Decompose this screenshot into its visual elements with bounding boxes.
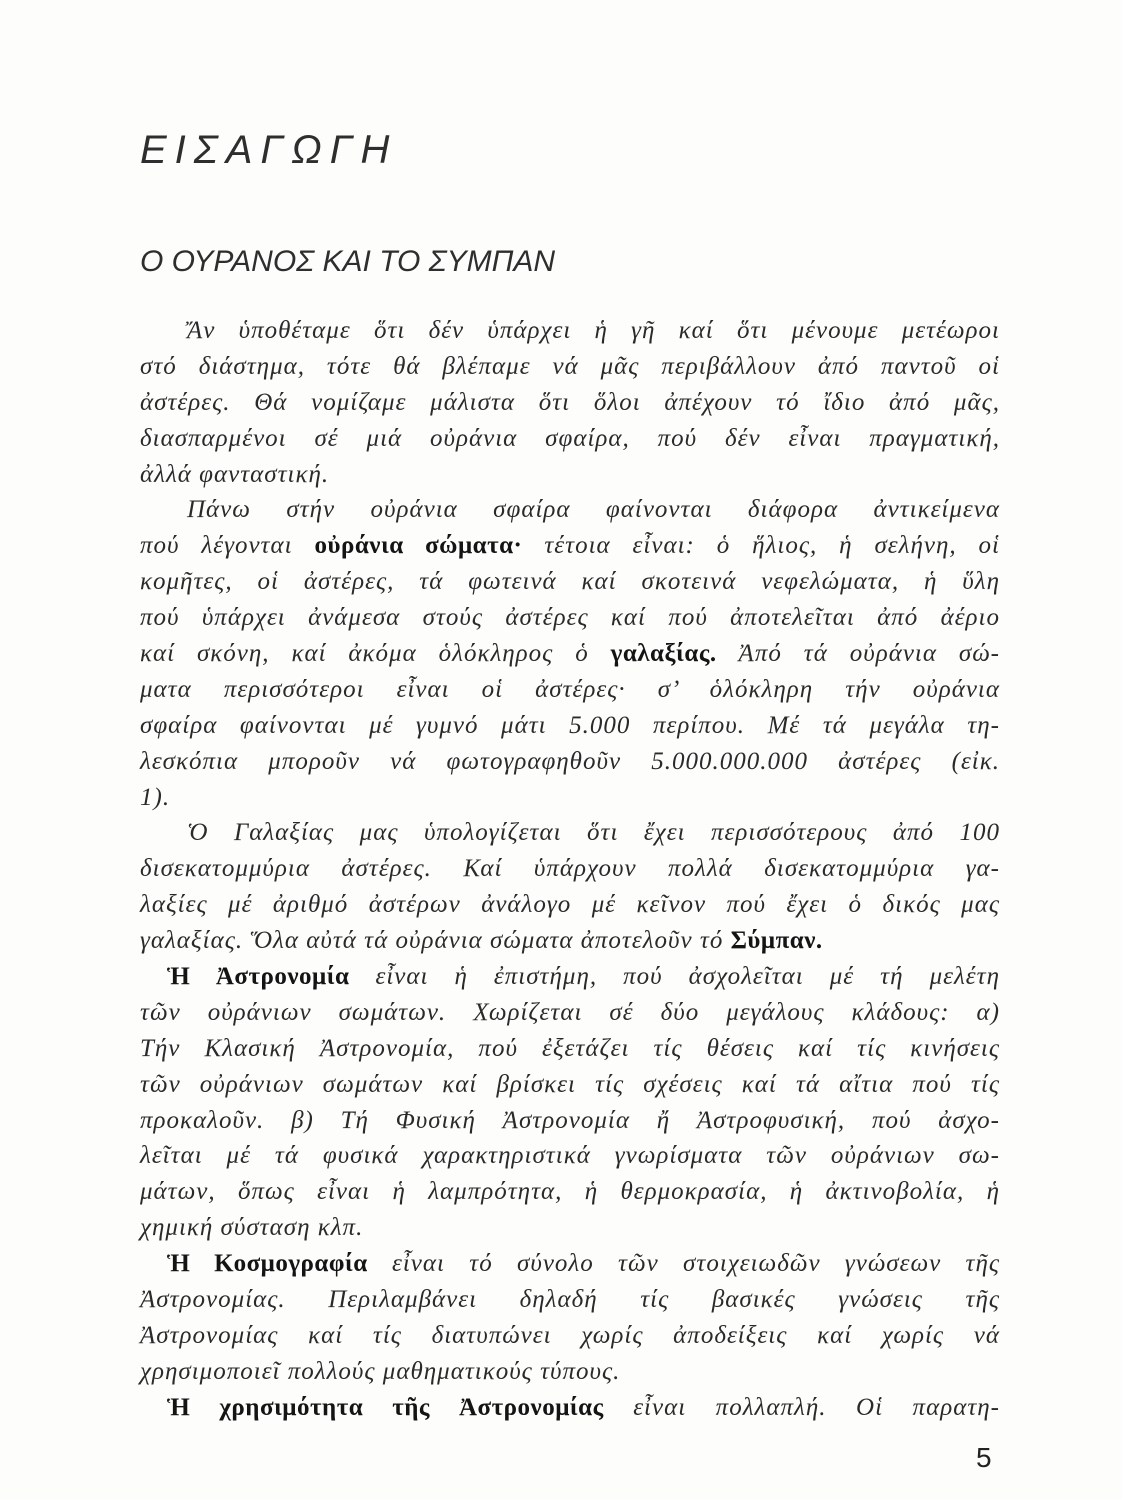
text-line: Ἀστρονομίας. Περιλαμβάνει δηλαδή τίς βασικές γνώσεις τῆς xyxy=(140,1286,1000,1314)
text-line: μάτων, ὅπως εἶναι ἡ λαμπρότητα, ἡ θερμοκρασία, ἡ ἀκτινοβολία, ἡ xyxy=(140,1178,1000,1206)
paragraph xyxy=(140,959,1000,1246)
text-line: Ὁ Γαλαξίας μας ὑπολογίζεται ὅτι ἔχει περισσότερους ἀπό 100 xyxy=(187,819,1000,847)
bold-term: οὐράνια σώματα· xyxy=(314,532,523,560)
page-title: ΕΙΣΑΓΩΓΗ xyxy=(140,128,398,172)
paragraph xyxy=(140,492,1000,815)
text-line xyxy=(140,1390,1000,1426)
text-line: κομῆτες, οἱ ἀστέρες, τά φωτεινά καί σκοτεινά νεφελώματα, ἡ ὕλη xyxy=(140,568,1000,596)
text-line: Πάνω στήν οὐράνια σφαίρα φαίνονται διάφορα ἀντικείμενα xyxy=(187,496,1000,524)
paragraph xyxy=(140,313,1000,492)
text-run: τέτοια εἶναι: ὁ ἥλιος, ἡ σελήνη, οἱ xyxy=(522,532,1000,560)
text-line xyxy=(140,636,1000,672)
text-line: προκαλοῦν. β) Τή Φυσική Ἀστρονομία ἤ Ἀστροφυσική, πού ἀσχο- xyxy=(140,1106,1000,1134)
text-line: Τήν Κλασική Ἀστρονομία, πού ἐξετάζει τίς θέσεις καί τίς κινήσεις xyxy=(140,1034,1000,1062)
section-heading: Ο ΟΥΡΑΝΟΣ ΚΑΙ ΤΟ ΣΥΜΠΑΝ xyxy=(140,245,556,278)
text-line: χημική σύσταση κλπ. xyxy=(140,1214,364,1242)
text-line: Ἀστρονομίας καί τίς διατυπώνει χωρίς ἀποδείξεις καί χωρίς νά xyxy=(140,1321,1000,1349)
text-line: 1). xyxy=(140,783,171,811)
text-line: λεῖται μέ τά φυσικά χαρακτηριστικά γνωρίσματα τῶν οὐράνιων σω- xyxy=(140,1142,1000,1170)
text-line: διασπαρμένοι σέ μιά οὐράνια σφαίρα, πού δέν εἶναι πραγματική, xyxy=(140,424,1000,452)
bold-term: Ἡ Ἀστρονομία xyxy=(167,963,350,991)
text-line: λεσκόπια μποροῦν νά φωτογραφηθοῦν 5.000.000.000 ἀστέρες (εἰκ. xyxy=(140,747,1000,775)
text-line xyxy=(140,923,1000,959)
text-line: σφαίρα φαίνονται μέ γυμνό μάτι 5.000 περίπου. Μέ τά μεγάλα τη- xyxy=(140,711,1000,739)
text-line xyxy=(140,959,1000,995)
body-text xyxy=(140,313,1000,1426)
text-line: ματα περισσότεροι εἶναι οἱ ἀστέρες· σ’ ὁλόκληρη τήν οὐράνια xyxy=(140,675,1000,703)
text-run: γαλαξίας. Ὅλα αὐτά τά οὐράνια σώματα ἀποτελοῦν τό xyxy=(140,927,731,955)
text-line: χρησιμοποιεῖ πολλούς μαθηματικούς τύπους. xyxy=(140,1357,621,1385)
paragraph xyxy=(140,1246,1000,1390)
text-line: πού ὑπάρχει ἀνάμεσα στούς ἀστέρες καί πού ἀποτελεῖται ἀπό ἀέριο xyxy=(140,604,1000,632)
paragraph xyxy=(140,1390,1000,1426)
page-number: 5 xyxy=(976,1442,992,1473)
text-line: τῶν οὐράνιων σωμάτων. Χωρίζεται σέ δύο μεγάλους κλάδους: α) xyxy=(140,998,1000,1026)
text-run: καί σκόνη, καί ἀκόμα ὁλόκληρος ὁ xyxy=(140,640,611,668)
text-line xyxy=(140,1246,1000,1282)
text-run: εἶναι πολλαπλή. Οἱ παρατη- xyxy=(603,1393,1000,1421)
text-line xyxy=(140,528,1000,564)
text-line: ἀλλά φανταστική. xyxy=(140,460,330,488)
text-run: εἶναι τό σύνολο τῶν στοιχειωδῶν γνώσεων τῆς xyxy=(367,1250,1001,1278)
text-run: εἶναι ἡ ἐπιστήμη, πού ἀσχολεῖται μέ τή μελέτη xyxy=(349,963,1000,991)
text-line: δισεκατομμύρια ἀστέρες. Καί ὑπάρχουν πολλά δισεκατομμύρια γα- xyxy=(140,855,1000,883)
bold-term: Ἡ Κοσμογραφία xyxy=(167,1250,368,1278)
text-line: ἀστέρες. Θά νομίζαμε μάλιστα ὅτι ὅλοι ἀπέχουν τό ἴδιο ἀπό μᾶς, xyxy=(140,388,1000,416)
text-line: τῶν οὐράνιων σωμάτων καί βρίσκει τίς σχέσεις καί τά αἴτια πού τίς xyxy=(140,1070,1000,1098)
bold-term: γαλαξίας. xyxy=(610,640,717,668)
paragraph xyxy=(140,815,1000,959)
text-line: Ἄν ὑποθέταμε ὅτι δέν ὑπάρχει ἡ γῆ καί ὅτι μένουμε μετέωροι xyxy=(187,317,1000,344)
text-line: λαξίες μέ ἀριθμό ἀστέρων ἀνάλογο μέ κεῖνον πού ἔχει ὁ δικός μας xyxy=(140,891,1000,919)
text-run: Ἀπό τά οὐράνια σώ- xyxy=(716,640,1000,668)
bold-term: Σύμπαν. xyxy=(730,927,823,955)
text-run: πού λέγονται xyxy=(140,532,315,560)
bold-term: Ἡ χρησιμότητα τῆς Ἀστρονομίας xyxy=(167,1393,604,1421)
text-line: στό διάστημα, τότε θά βλέπαμε νά μᾶς περιβάλλουν ἀπό παντοῦ οἱ xyxy=(140,352,1000,380)
